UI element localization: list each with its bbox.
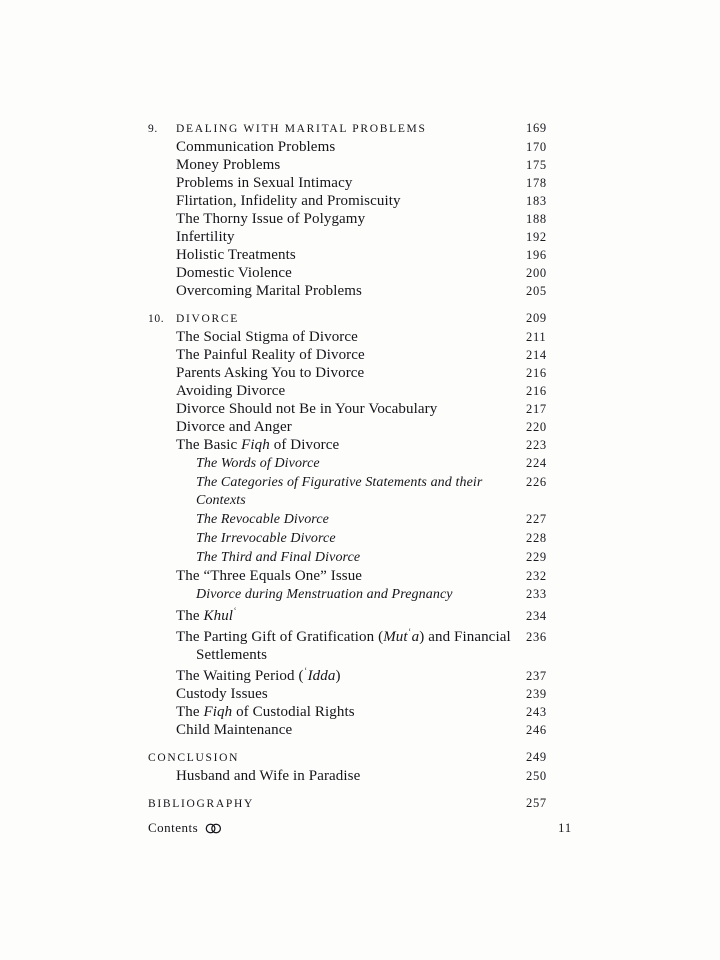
toc-entry-page-number: 220	[526, 420, 547, 434]
toc-section-row	[148, 364, 572, 382]
toc-entry-page-number: 209	[526, 311, 547, 325]
toc-entry-page-number: 243	[526, 704, 547, 719]
toc-entry-page-number: 216	[526, 384, 547, 398]
toc-entry-page-number: 224	[526, 456, 547, 470]
toc-entry-label: Parents Asking You to Divorce	[176, 365, 365, 381]
toc-chapter-row	[148, 309, 572, 328]
toc-subsection-row	[148, 510, 572, 529]
toc-section-row	[148, 567, 572, 585]
toc-entry-label: Divorce Should not Be in Your Vocabulary	[176, 401, 438, 417]
footer-page-number: 11	[558, 821, 572, 835]
toc-entry-page-number: 232	[526, 569, 547, 583]
toc-section-row	[148, 328, 572, 346]
toc-entry-label: The Khul$^ʿ$	[176, 606, 238, 624]
toc-entry-page-number: 228	[526, 531, 547, 545]
toc-section-row	[148, 382, 572, 400]
toc-entry-label: Money Problems	[176, 157, 281, 173]
toc-entry-page-number: 214	[526, 348, 547, 362]
toc-entry-page-number: 169	[526, 121, 547, 135]
toc-subsection-row	[148, 529, 572, 548]
toc-entry-label: Custody Issues	[176, 685, 268, 702]
toc-section-row	[148, 192, 572, 210]
toc-entry-label: BIBLIOGRAPHY	[148, 797, 255, 810]
toc-chapter-row	[148, 119, 572, 138]
toc-entry-number: 9.	[148, 123, 158, 135]
toc-entry-page-number: 249	[526, 749, 547, 764]
toc-entry-label: The Parting Gift of Gratification (Mut$^ʿ$a) and Financial Settlements	[176, 626, 511, 663]
toc-entry-label: The Fiqh of Custodial Rights	[176, 703, 355, 720]
toc-chapter-row	[148, 748, 572, 767]
footer-label: Contents	[148, 820, 199, 835]
toc-entry-page-number: 170	[526, 140, 547, 154]
toc-entry-page-number: 178	[526, 176, 547, 190]
toc-entry-label: The Irrevocable Divorce	[196, 531, 336, 546]
toc-section-row	[148, 436, 572, 454]
toc-section-row	[148, 210, 572, 228]
toc-entry-page-number: 226	[526, 475, 547, 489]
table-of-contents	[148, 110, 572, 813]
toc-entry-page-number: 236	[526, 629, 547, 644]
toc-entry-page-number: 196	[526, 248, 547, 262]
toc-entry-label: Domestic Violence	[176, 265, 292, 281]
toc-subsection-row	[148, 454, 572, 473]
toc-entry-page-number: 257	[526, 795, 547, 810]
toc-entry-page-number: 237	[526, 668, 547, 683]
toc-entry-page-number: 229	[526, 550, 547, 564]
toc-entry-label: The Words of Divorce	[196, 456, 320, 471]
page-footer	[148, 820, 572, 836]
toc-entry-label: CONCLUSION	[148, 751, 240, 764]
footer-left	[148, 820, 222, 836]
toc-section-row	[148, 604, 572, 625]
toc-entry-label: DEALING WITH MARITAL PROBLEMS	[176, 123, 427, 135]
toc-entry-label: Avoiding Divorce	[176, 383, 286, 399]
toc-entry-page-number: 223	[526, 438, 547, 452]
toc-entry-label: Divorce and Anger	[176, 419, 292, 435]
toc-entry-number: 10.	[148, 313, 165, 325]
toc-section-row	[148, 174, 572, 192]
toc-section-row	[148, 400, 572, 418]
toc-section-row	[148, 703, 572, 721]
toc-entry-label: The Thorny Issue of Polygamy	[176, 211, 366, 227]
toc-entry-page-number: 216	[526, 366, 547, 380]
toc-section-row	[148, 721, 572, 739]
toc-subsection-row	[148, 473, 572, 510]
toc-entry-page-number: 239	[526, 686, 547, 701]
toc-entry-label: Child Maintenance	[176, 721, 293, 738]
toc-subsection-row	[148, 585, 572, 604]
toc-entry-page-number: 192	[526, 230, 547, 244]
toc-section-row	[148, 138, 572, 156]
toc-entry-label: The Third and Final Divorce	[196, 550, 361, 565]
toc-entry-label: The Painful Reality of Divorce	[176, 347, 365, 363]
toc-section-row	[148, 418, 572, 436]
toc-entry-page-number: 246	[526, 722, 547, 737]
interlocking-rings-ornament	[205, 823, 222, 834]
toc-entry-label: Husband and Wife in Paradise	[176, 767, 361, 784]
toc-entry-label: The Categories of Figurative Statements and their Contexts	[196, 475, 483, 508]
toc-entry-label: Divorce during Menstruation and Pregnancy	[196, 587, 453, 602]
toc-entry-label: DIVORCE	[176, 313, 240, 325]
toc-section-row	[148, 664, 572, 685]
toc-entry-page-number: 227	[526, 512, 547, 526]
toc-entry-page-number: 175	[526, 158, 547, 172]
toc-entry-label: Overcoming Marital Problems	[176, 283, 362, 299]
toc-entry-label: The Waiting Period ($^ʿ$Idda)	[176, 665, 341, 684]
toc-section-row	[148, 246, 572, 264]
toc-entry-label: Holistic Treatments	[176, 247, 296, 263]
toc-entry-label: The Social Stigma of Divorce	[176, 329, 358, 345]
toc-section-row	[148, 346, 572, 364]
toc-section-row	[148, 625, 572, 664]
toc-entry-page-number: 233	[526, 587, 547, 601]
toc-section-row	[148, 767, 572, 785]
toc-entry-label: Infertility	[176, 229, 235, 245]
toc-entry-label: Problems in Sexual Intimacy	[176, 175, 353, 191]
toc-entry-page-number: 217	[526, 402, 547, 416]
toc-subsection-row	[148, 548, 572, 567]
toc-entry-page-number: 188	[526, 212, 547, 226]
toc-entry-page-number: 211	[526, 330, 547, 344]
toc-section-row	[148, 156, 572, 174]
toc-entry-label: Flirtation, Infidelity and Promiscuity	[176, 193, 401, 209]
toc-entry-page-number: 183	[526, 194, 547, 208]
toc-chapter-row	[148, 794, 572, 813]
toc-entry-label: The “Three Equals One” Issue	[176, 568, 363, 584]
toc-entry-page-number: 205	[526, 284, 547, 298]
toc-entry-page-number: 200	[526, 266, 547, 280]
toc-entry-label: Communication Problems	[176, 139, 336, 155]
toc-entry-label: The Revocable Divorce	[196, 512, 329, 527]
toc-entry-label: The Basic Fiqh of Divorce	[176, 437, 340, 453]
toc-entry-page-number: 234	[526, 608, 547, 623]
toc-section-row	[148, 264, 572, 282]
toc-entry-page-number: 250	[526, 768, 547, 783]
toc-section-row	[148, 685, 572, 703]
toc-section-row	[148, 228, 572, 246]
toc-section-row	[148, 282, 572, 300]
